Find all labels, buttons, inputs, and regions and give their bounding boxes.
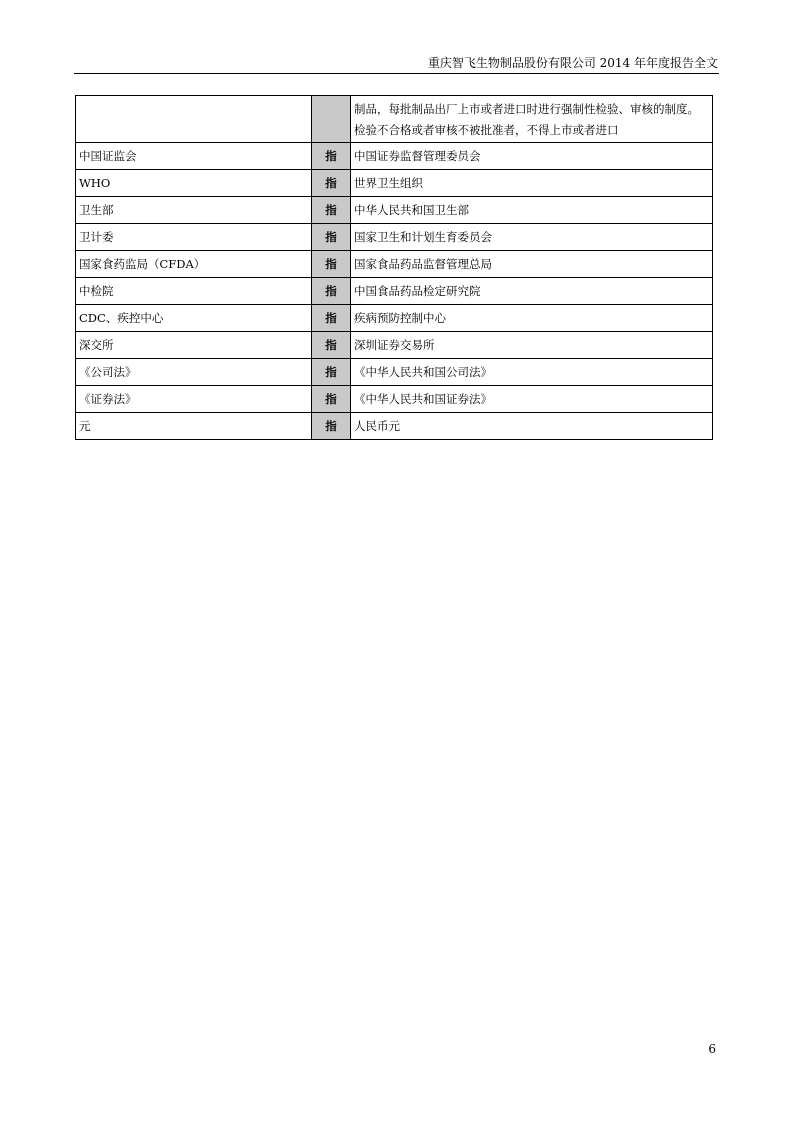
term-cell: 《公司法》 xyxy=(76,359,312,386)
table-row xyxy=(76,386,713,413)
definition-cell: 深圳证券交易所 xyxy=(351,332,713,359)
term-cell: 卫计委 xyxy=(76,224,312,251)
table-row xyxy=(76,251,713,278)
definition-cell: 中国证券监督管理委员会 xyxy=(351,143,713,170)
ref-cell: 指 xyxy=(312,305,351,332)
term-cell: 卫生部 xyxy=(76,197,312,224)
term-cell: WHO xyxy=(76,170,312,197)
definition-cell: 疾病预防控制中心 xyxy=(351,305,713,332)
definition-cell: 国家卫生和计划生育委员会 xyxy=(351,224,713,251)
ref-cell: 指 xyxy=(312,332,351,359)
ref-cell xyxy=(312,96,351,143)
table-row xyxy=(76,96,713,143)
ref-cell: 指 xyxy=(312,143,351,170)
term-cell: 元 xyxy=(76,413,312,440)
definition-cell: 《中华人民共和国证券法》 xyxy=(351,386,713,413)
definition-cell: 国家食品药品监督管理总局 xyxy=(351,251,713,278)
definition-cell: 制品，每批制品出厂上市或者进口时进行强制性检验、审核的制度。检验不合格或者审核不被批准者，不得上市或者进口 xyxy=(351,96,713,143)
term-cell xyxy=(76,96,312,143)
table-row xyxy=(76,170,713,197)
term-cell: 深交所 xyxy=(76,332,312,359)
ref-cell: 指 xyxy=(312,386,351,413)
table-row xyxy=(76,197,713,224)
term-cell: 国家食药监局（CFDA） xyxy=(76,251,312,278)
ref-cell: 指 xyxy=(312,224,351,251)
table-row xyxy=(76,305,713,332)
ref-cell: 指 xyxy=(312,197,351,224)
table-row xyxy=(76,359,713,386)
table-row xyxy=(76,143,713,170)
term-cell: 中国证监会 xyxy=(76,143,312,170)
table-row xyxy=(76,413,713,440)
definition-cell: 《中华人民共和国公司法》 xyxy=(351,359,713,386)
term-cell: 《证券法》 xyxy=(76,386,312,413)
term-cell: 中检院 xyxy=(76,278,312,305)
table-row xyxy=(76,278,713,305)
report-header-title: 重庆智飞生物制品股份有限公司 2014 年年度报告全文 xyxy=(427,56,718,70)
definition-cell: 世界卫生组织 xyxy=(351,170,713,197)
ref-cell: 指 xyxy=(312,251,351,278)
ref-cell: 指 xyxy=(312,359,351,386)
glossary-table xyxy=(75,95,713,440)
definition-cell: 中国食品药品检定研究院 xyxy=(351,278,713,305)
table-row xyxy=(76,332,713,359)
table-row xyxy=(76,224,713,251)
ref-cell: 指 xyxy=(312,170,351,197)
header-divider xyxy=(74,73,719,74)
definition-cell: 人民币元 xyxy=(351,413,713,440)
term-cell: CDC、疾控中心 xyxy=(76,305,312,332)
definition-cell: 中华人民共和国卫生部 xyxy=(351,197,713,224)
ref-cell: 指 xyxy=(312,278,351,305)
ref-cell: 指 xyxy=(312,413,351,440)
page-number: 6 xyxy=(708,1042,716,1056)
